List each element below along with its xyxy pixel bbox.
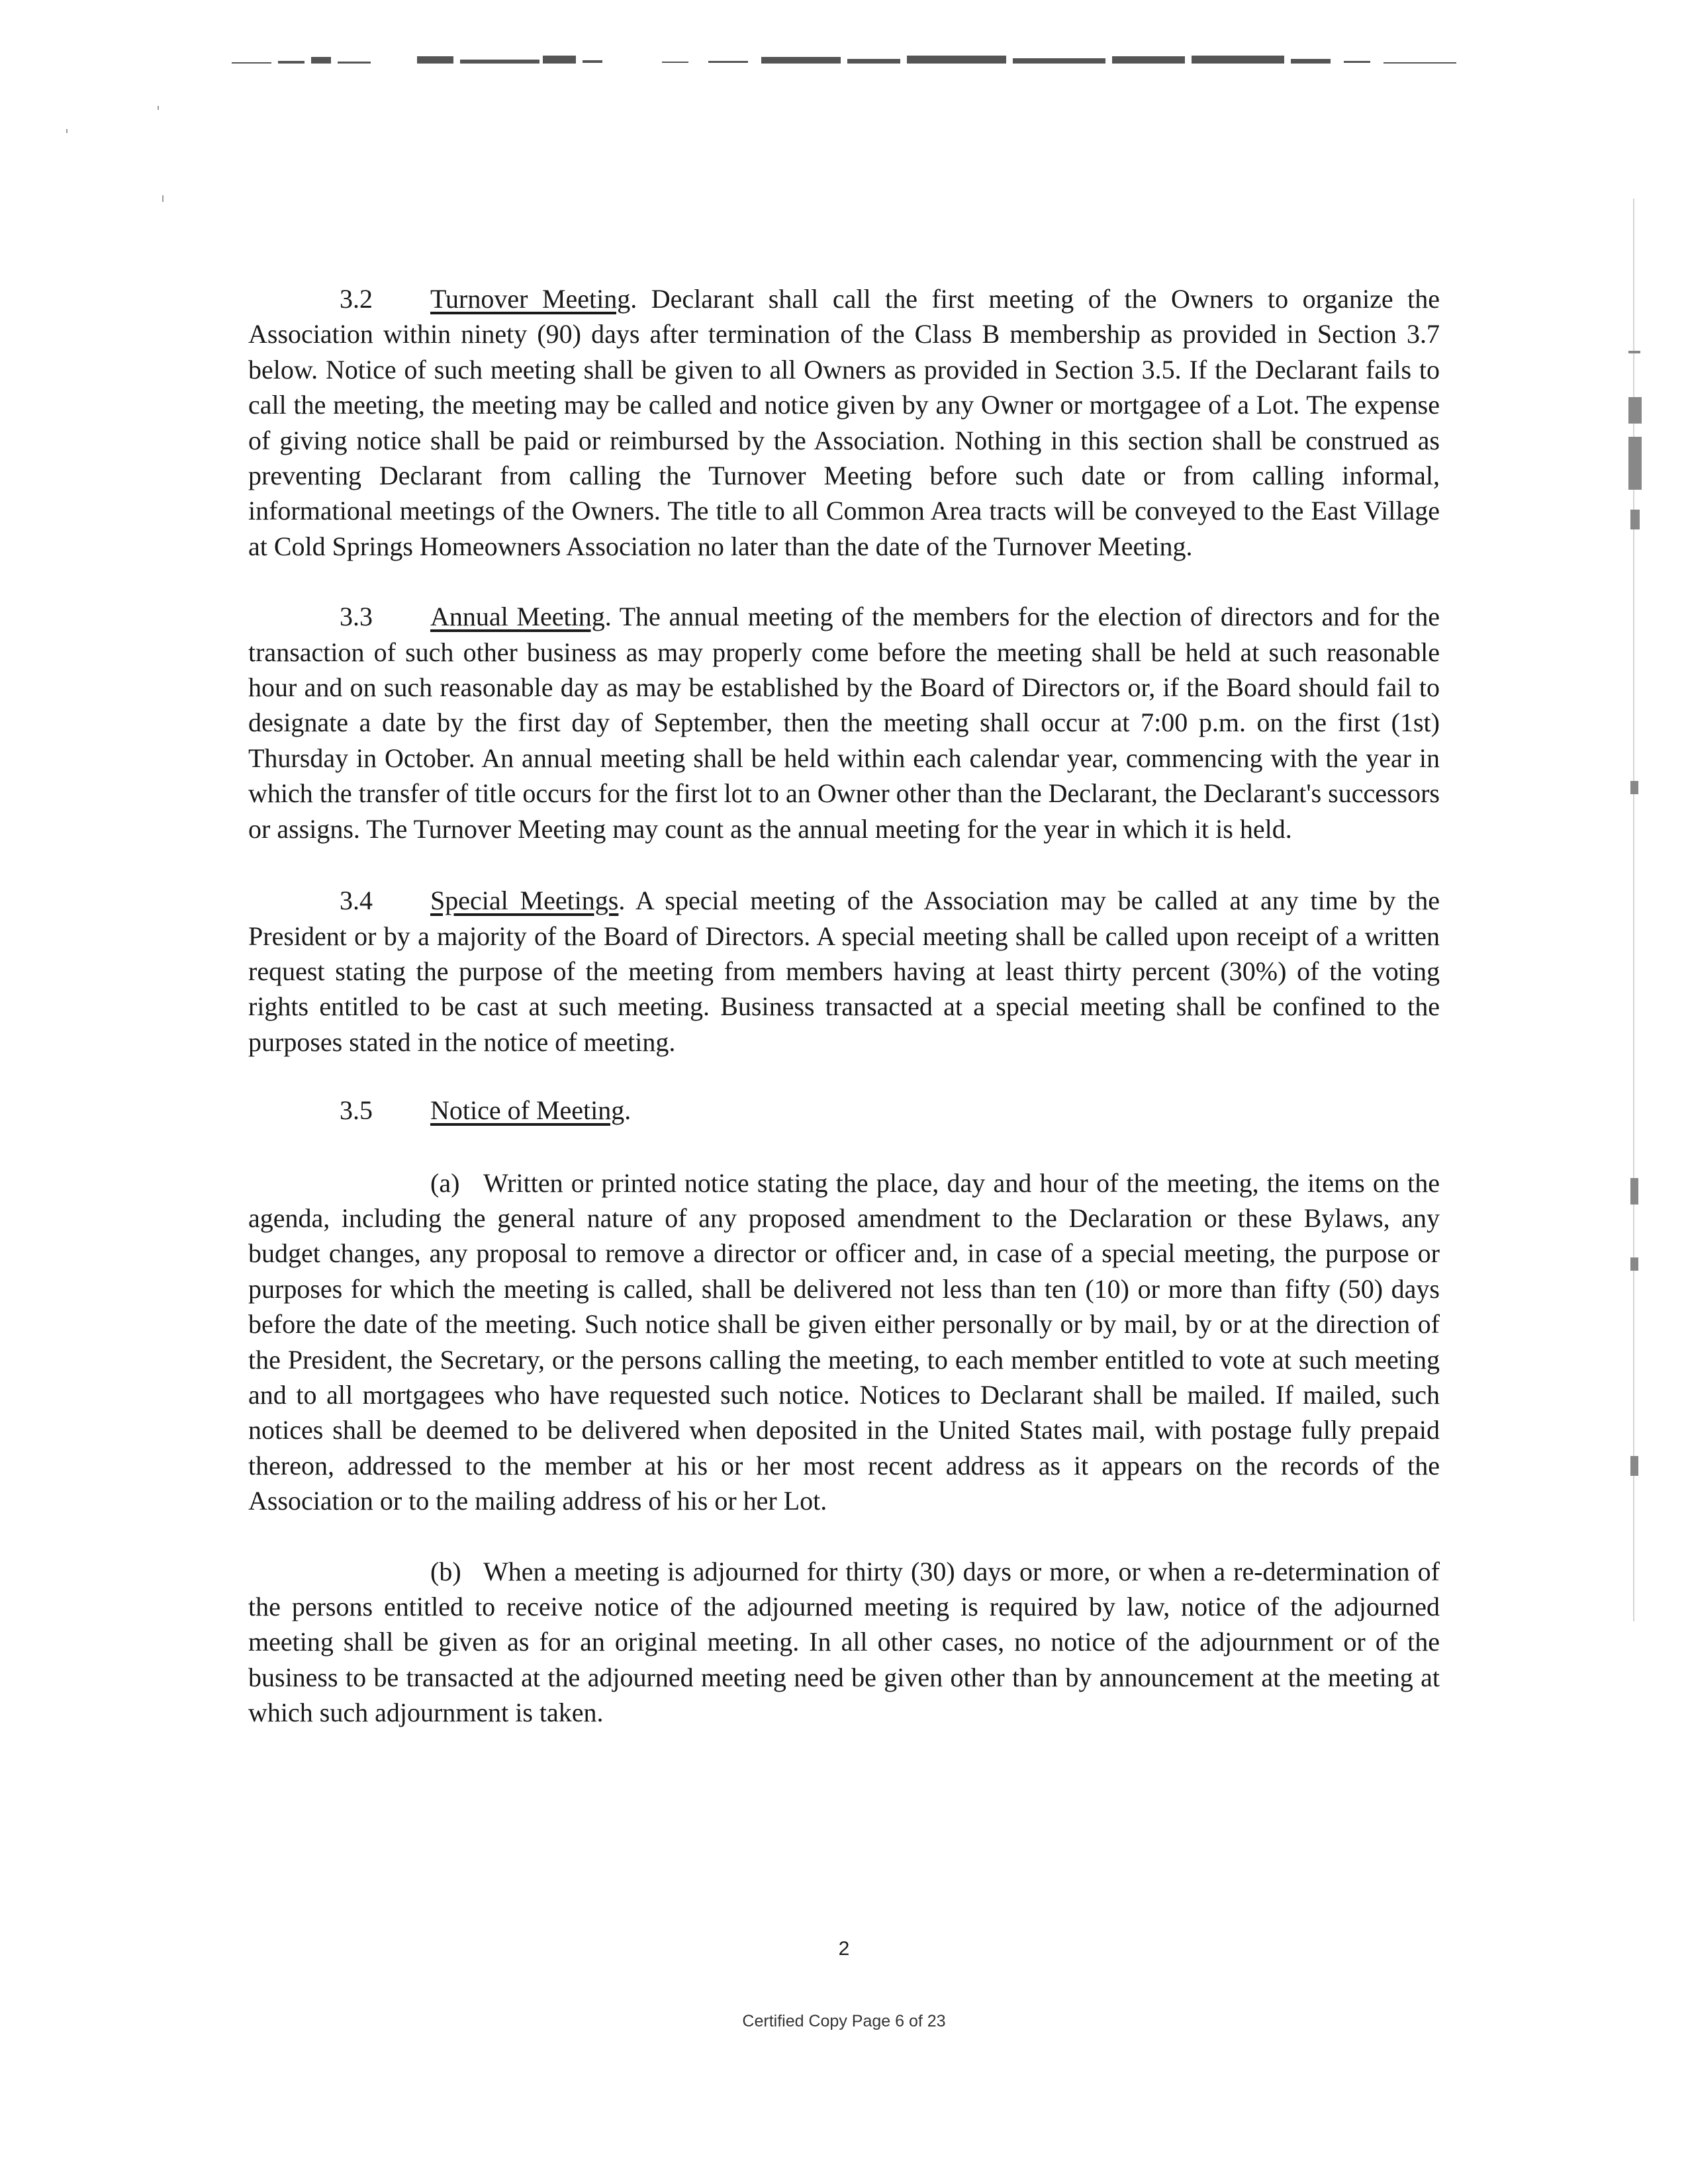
document-body [248, 281, 1440, 1731]
section-3-5-b [248, 1554, 1440, 1731]
section-text: . A special meeting of the Association may be called at any time by the President or by a majority of the Board of Directors. A special meeting shall be called upon receipt of a written request stating the purpose of the meeting from members having at least thirty percent (30%) of the voting rights entitled to be cast at such meeting. Business transacted at a special meeting shall be confined to the purposes stated in the notice of meeting. [248, 886, 1440, 1057]
section-3-3 [248, 599, 1440, 846]
scan-speck [66, 129, 68, 133]
section-number: 3.4 [340, 886, 373, 916]
section-3-2 [248, 281, 1440, 564]
subsection-label: (b) [430, 1556, 461, 1586]
section-text: . The annual meeting of the members for the election of directors and for the transaction of such other business as may properly come before the meeting shall be held at such reasonable hour and on such reasonable day as may be established by the Board of Directors or, if the Board should fail to designate a date by the first day of September, then the meeting shall occur at 7:00 p.m. on the first (1st) Thursday in October. An annual meeting shall be held within each calendar year, commencing with the year in which the transfer of title occurs for the first lot to an Owner other than the Declarant, the Declarant's successors or assigns. The Turnover Meeting may count as the annual meeting for the year in which it is held. [248, 602, 1440, 844]
scan-speck [158, 106, 159, 110]
section-number: 3.3 [340, 602, 373, 632]
section-heading: Turnover Meeting [430, 284, 631, 314]
section-heading: Special Meetings [430, 886, 619, 916]
section-number: 3.5 [340, 1095, 373, 1126]
section-text: . Declarant shall call the first meeting of the Owners to organize the Association within ninety (90) days after termination of the Class B membership as provided in Section 3.7 below. Notice of such meeting shall be given to all Owners as provided in Section 3.5. If the Declarant fails to call the meeting, the meeting may be called and notice given by any Owner or mortgagee of a Lot. The expense of giving notice shall be paid or reimbursed by the Association. Nothing in this section shall be construed as preventing Declarant from calling the Turnover Meeting before such date or from calling informal, informational meetings of the Owners. The title to all Common Area tracts will be conveyed to the East Village at Cold Springs Homeowners Association no later than the date of the Turnover Meeting. [248, 284, 1440, 561]
certified-copy-footer: Certified Copy Page 6 of 23 [742, 2012, 946, 2030]
section-3-5-a [248, 1165, 1440, 1519]
scan-artifact-top [232, 53, 1456, 68]
subsection-text: Written or printed notice stating the place, day and hour of the meeting, the items on the agenda, including the general nature of any proposed amendment to the Declaration or these Bylaws, any budget changes, any proposal to remove a director or officer and, in case of a special meeting, the purpose or purposes for which the meeting is called, shall be delivered not less than ten (10) or more than fifty (50) days before the date of the meeting. Such notice shall be given either personally or by mail, by or at the direction of the President, the Secretary, or the persons calling the meeting, to each member entitled to vote at such meeting and to all mortgagees who have requested such notice. Notices to Declarant shall be mailed. If mailed, such notices shall be deemed to be delivered when deposited in the United States mail, with postage fully prepaid thereon, addressed to the member at his or her most recent address as it appears on the records of the Association or to the mailing address of his or her Lot. [248, 1167, 1440, 1516]
section-heading: Annual Meeting [430, 602, 605, 632]
section-number: 3.2 [340, 284, 373, 314]
section-3-4 [248, 883, 1440, 1060]
subsection-label: (a) [430, 1167, 460, 1198]
section-3-5-heading [248, 1093, 1440, 1128]
page-number: 2 [838, 1938, 850, 1960]
subsection-text: When a meeting is adjourned for thirty (30) days or more, or when a re-determination of the persons entitled to receive notice of the adjourned meeting is required by law, notice of the adjourned meeting shall be given as for an original meeting. In all other cases, no notice of the adjournment or of the business to be transacted at the adjourned meeting need be given other than by announcement at the meeting at which such adjournment is taken. [248, 1556, 1440, 1728]
section-heading: Notice of Meeting [430, 1095, 625, 1126]
heading-period: . [624, 1095, 632, 1126]
scan-speck [162, 195, 164, 202]
scan-artifact-right [1625, 199, 1645, 1621]
